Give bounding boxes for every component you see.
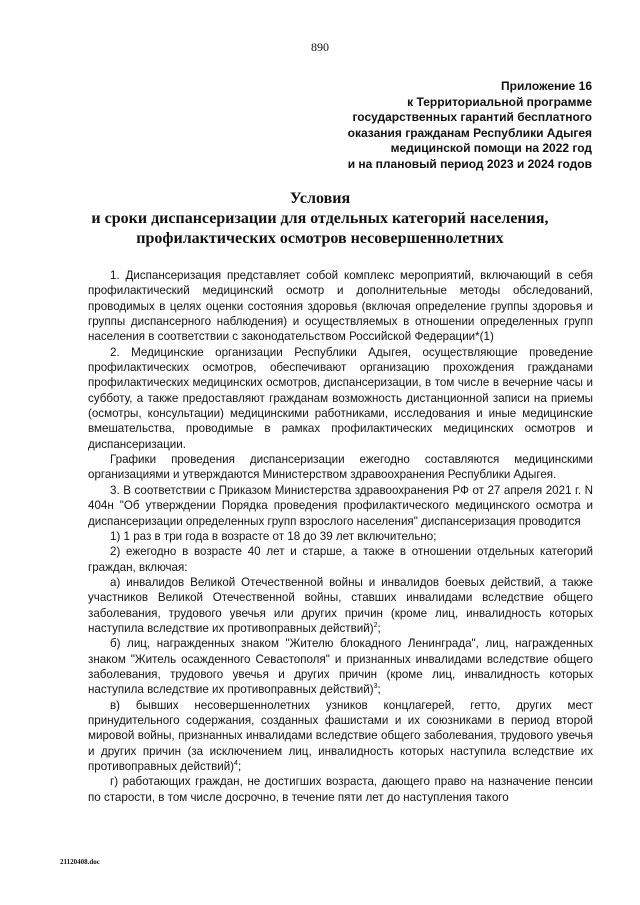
appendix-line: Приложение 16 bbox=[501, 79, 592, 93]
appendix-line: к Территориальной программе bbox=[407, 94, 592, 109]
list-item-a bbox=[88, 575, 593, 636]
appendix-line: медицинской помощи на 2022 год bbox=[390, 141, 592, 155]
title-line: профилактических осмотров несовершеннолетних bbox=[136, 230, 504, 247]
list-item-v bbox=[88, 698, 593, 775]
paragraph-3: 3. В соответствии с Приказом Министерства здравоохранения РФ от 27 апреля 2021 г. N 404н "Об утверждении Порядка проведения профилактического медицинского осмотра и диспансеризации определенных групп взрослого населения" диспансеризация проводится bbox=[88, 483, 593, 528]
list-item-a-text: а) инвалидов Великой Отечественной войны и инвалидов боевых действий, а также участников Великой Отечественной войны, ставших инвалидами вследствие общего заболевания, трудового увечья или других причин (кроме лиц, инвалидность которых наступила вследствие их противоправных действий) bbox=[88, 575, 593, 635]
title-line: и сроки диспансеризации для отдельных категорий населения, bbox=[91, 210, 549, 227]
appendix-header bbox=[272, 79, 592, 172]
footnote-ref-4: 4 bbox=[234, 760, 238, 768]
footnote-ref-3: 3 bbox=[373, 683, 378, 691]
list-item-b bbox=[88, 636, 593, 697]
list-item-a-punct: ; bbox=[377, 621, 381, 635]
document-body bbox=[88, 268, 593, 805]
paragraph-schedules: Графики проведения диспансеризации ежегодно составляются медицинскими организациями и утверждаются Министерством здравоохранения Республики Адыгея. bbox=[88, 453, 593, 482]
footnote-ref-2: 2 bbox=[373, 622, 378, 630]
document-title bbox=[40, 189, 600, 249]
list-item-v-punct: ; bbox=[237, 760, 242, 773]
list-item-b-text: б) лиц, награжденных знаком "Жителю блокадного Ленинграда", лиц, награжденных знаком "Житель осажденного Севастополя" и признанных инвалидами вследствие общего заболевания, трудового увечья и других причин (кроме лиц, инвалидность которых наступила вследствие их противоправных действий) bbox=[88, 637, 593, 697]
list-item-2: 2) ежегодно в возрасте 40 лет и старше, а также в отношении отдельных категорий граждан, включая: bbox=[88, 545, 593, 574]
page-number: 890 bbox=[311, 40, 329, 54]
appendix-line: государственных гарантий бесплатного bbox=[352, 110, 592, 124]
appendix-line: и на плановый период 2023 и 2024 годов bbox=[347, 156, 592, 171]
list-item-g: г) работающих граждан, не достигших возраста, дающего право на назначение пенсии по старости, в том числе досрочно, в течение пяти лет до наступления такого bbox=[88, 775, 593, 804]
title-line: Условия bbox=[289, 190, 351, 207]
paragraph-1: 1. Диспансеризация представляет собой комплекс мероприятий, включающий в себя профилактический медицинский осмотр и дополнительные методы обследований, проводимых в целях оценки состояния здоровья (включая определение группы здоровья и группы диспансерного наблюдения) и осуществляемых в отношении определенных групп населения в соответствии с законодательством Российской Федерации*(1) bbox=[88, 269, 593, 344]
list-item-1: 1) 1 раз в три года в возрасте от 18 до 39 лет включительно; bbox=[110, 529, 437, 543]
paragraph-2: 2. Медицинские организации Республики Адыгея, осуществляющие проведение профилактических осмотров, обеспечивают организацию прохождения гражданами профилактических медицинских осмотров, диспансеризации, в том числе в вечерние часы и субботу, а также предоставляют гражданам возможность дистанционной записи на приемы (осмотры, консультации) медицинскими работниками, исследования и иные медицинские вмешательства, проводимые в рамках профилактических медицинских осмотров и диспансеризации. bbox=[88, 345, 593, 451]
list-item-b-punct: ; bbox=[377, 683, 381, 697]
appendix-line: оказания гражданам Республики Адыгея bbox=[347, 125, 592, 140]
list-item-v-text: в) бывших несовершеннолетних узников концлагерей, гетто, других мест принудительного содержания, созданных фашистами и их союзниками в период второй мировой войны, признанных инвалидами вследствие общего заболевания, трудового увечья и других причин (за исключением лиц, инвалидность которых наступила вследствие их противоправных действий) bbox=[88, 698, 593, 773]
footer-filename: 21120408.doc bbox=[60, 858, 100, 866]
